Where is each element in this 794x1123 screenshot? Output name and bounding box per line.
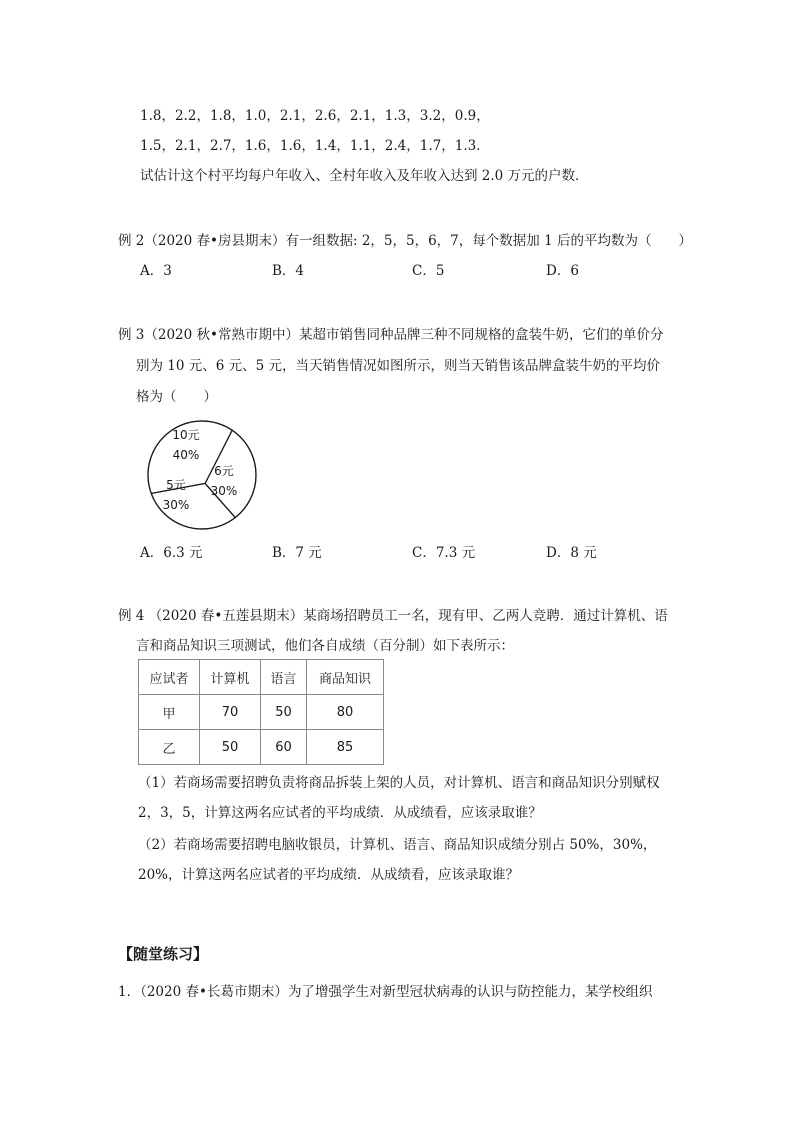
- practice-item-1: 1．（2020 春•长葛市期末）为了增强学生对新型冠状病毒的认识与防控能力，某学校组织: [118, 984, 653, 1000]
- table-cell: 85: [307, 730, 384, 765]
- pie-slice-label: 6元: [214, 464, 234, 478]
- table-cell: 80: [307, 695, 384, 730]
- table-cell: 50: [200, 730, 261, 765]
- header-cell: 商品知识: [307, 660, 384, 695]
- pie-slice-percent: 30%: [162, 498, 190, 512]
- pie-chart: [140, 420, 264, 530]
- option-a: A．3: [140, 263, 172, 279]
- table-cell: 甲: [139, 695, 200, 730]
- option-b: B．7 元: [272, 545, 322, 561]
- table-cell: 乙: [139, 730, 200, 765]
- data-line-2: 1.5，2.1，2.7，1.6，1.6，1.4，1.1，2.4，1.7，1.3．: [140, 138, 490, 154]
- option-c: C．5: [412, 263, 445, 279]
- header-cell: 计算机: [200, 660, 261, 695]
- example-3-stem-line-1: 例 3（2020 秋•常熟市期中）某超市销售同种品牌三种不同规格的盒装牛奶，它们的单价分: [118, 327, 664, 343]
- pie-slice-label: 10元: [172, 428, 200, 442]
- header-cell: 语言: [261, 660, 307, 695]
- question-1-line-1: （1）若商场需要招聘负责将商品拆装上架的人员，对计算机、语言和商品知识分别赋权: [138, 775, 660, 791]
- example-3-stem-line-3: 格为（ ）: [136, 389, 217, 405]
- score-table: [138, 659, 384, 765]
- pie-slice-label: 5元: [166, 478, 186, 492]
- table-cell: 70: [200, 695, 261, 730]
- table-cell: 50: [261, 695, 307, 730]
- example-3-stem-line-2: 别为 10 元、6 元、5 元，当天销售情况如图所示，则当天销售该品牌盒装牛奶的平均价: [136, 358, 661, 374]
- option-d: D．6: [546, 263, 579, 279]
- pie-slice-percent: 30%: [210, 484, 238, 498]
- data-line-1: 1.8，2.2，1.8，1.0，2.1，2.6，2.1，1.3，3.2，0.9，: [140, 108, 490, 124]
- header-cell: 应试者: [139, 660, 200, 695]
- intro-question: 试估计这个村平均每户年收入、全村年收入及年收入达到 2.0 万元的户数．: [140, 168, 589, 184]
- pie-slice-percent: 40%: [172, 448, 200, 462]
- table-row: [139, 695, 384, 730]
- table-row: [139, 730, 384, 765]
- question-1-line-2: 2，3，5，计算这两名应试者的平均成绩．从成绩看，应该录取谁？: [138, 805, 542, 821]
- question-2-line-1: （2）若商场需要招聘电脑收银员，计算机、语言、商品知识成绩分别占 50%，30%，: [138, 837, 657, 853]
- option-b: B．4: [272, 263, 305, 279]
- practice-heading: 【随堂练习】: [118, 945, 209, 963]
- table-header-row: [139, 660, 384, 695]
- option-c: C．7.3 元: [412, 545, 476, 561]
- table-cell: 60: [261, 730, 307, 765]
- option-a: A．6.3 元: [140, 545, 203, 561]
- example-4-stem-line-2: 言和商品知识三项测试，他们各自成绩（百分制）如下表所示：: [136, 638, 514, 654]
- example-2-stem: 例 2（2020 春•房县期末）有一组数据: 2，5，5，6，7，每个数据加 1 后的平均数为（ ）: [118, 233, 692, 249]
- question-2-line-2: 20%，计算这两名应试者的平均成绩．从成绩看，应该录取谁？: [138, 867, 520, 883]
- option-d: D．8 元: [546, 545, 597, 561]
- example-4-stem-line-1: 例 4 （2020 春•五莲县期末）某商场招聘员工一名，现有甲、乙两人竞聘．通过计算机、语: [118, 608, 668, 624]
